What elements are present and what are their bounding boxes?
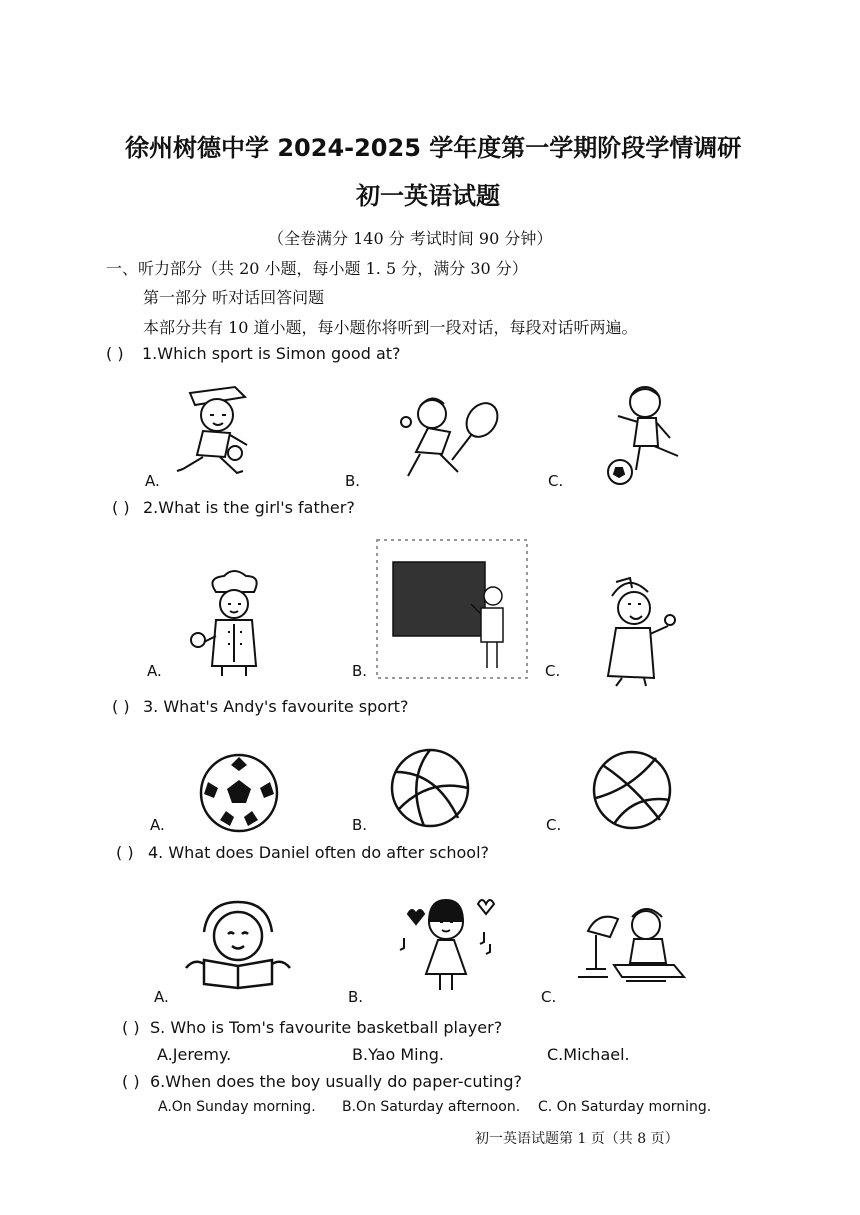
football-player-icon <box>600 380 690 490</box>
question-6-text: 6.When does the boy usually do paper-cuting? <box>150 1072 522 1091</box>
homework-boy-icon <box>574 903 692 993</box>
option-b-label: B. <box>352 662 368 680</box>
option-b-text: B.On Saturday afternoon. <box>342 1099 521 1115</box>
teacher-blackboard-icon <box>375 538 530 680</box>
part-title: 第一部分 听对话回答问题 <box>143 288 325 307</box>
exam-subtitle: 初一英语试题 <box>356 182 500 210</box>
answer-paren[interactable]: ( ) <box>122 1072 140 1091</box>
option-a-label: A. <box>145 472 160 490</box>
basketball-player-icon <box>175 385 255 485</box>
cook-icon <box>188 570 280 680</box>
answer-paren[interactable]: ( ) <box>116 843 134 862</box>
option-c-label: C. <box>548 472 564 490</box>
question-3-text: 3. What's Andy's favourite sport? <box>143 697 409 716</box>
singing-girl-icon <box>398 892 498 1000</box>
question-1-text: 1.Which sport is Simon good at? <box>142 344 401 363</box>
question-4-text: 4. What does Daniel often do after school? <box>148 843 490 862</box>
section-heading: 一、听力部分（共 20 小题，每小题 1. 5 分，满分 30 分） <box>106 259 528 278</box>
part-instruction: 本部分共有 10 道小题，每小题你将听到一段对话，每段对话听两遍。 <box>143 318 638 337</box>
answer-paren[interactable]: ( ) <box>106 344 124 363</box>
option-a-label: A. <box>147 662 162 680</box>
exam-title: 徐州树德中学 2024-2025 学年度第一学期阶段学情调研 <box>125 134 742 162</box>
basketball-icon <box>590 748 674 832</box>
option-a-label: A. <box>150 816 165 834</box>
option-c-text: C.Michael. <box>547 1045 630 1064</box>
exam-note: （全卷满分 140 分 考试时间 90 分钟） <box>268 229 553 248</box>
option-b-label: B. <box>348 988 364 1006</box>
question-2-text: 2.What is the girl's father? <box>143 498 355 517</box>
answer-paren[interactable]: ( ) <box>122 1018 140 1037</box>
football-icon <box>198 752 280 834</box>
page-footer: 初一英语试题第 1 页（共 8 页） <box>475 1131 679 1147</box>
option-b-label: B. <box>352 816 368 834</box>
question-5-text: S. Who is Tom's favourite basketball player? <box>150 1018 503 1037</box>
doctor-icon <box>598 574 678 689</box>
tennis-player-icon <box>400 392 505 487</box>
option-b-label: B. <box>345 472 361 490</box>
option-c-label: C. <box>541 988 557 1006</box>
option-a-text: A.On Sunday morning. <box>158 1099 316 1115</box>
volleyball-icon <box>388 746 472 830</box>
option-c-text: C. On Saturday morning. <box>538 1099 712 1115</box>
reading-boy-icon <box>182 898 292 988</box>
answer-paren[interactable]: ( ) <box>112 697 130 716</box>
option-c-label: C. <box>546 816 562 834</box>
option-a-label: A. <box>154 988 169 1006</box>
answer-paren[interactable]: ( ) <box>112 498 130 517</box>
option-a-text: A.Jeremy. <box>157 1045 232 1064</box>
option-c-label: C. <box>545 662 561 680</box>
option-b-text: B.Yao Ming. <box>352 1045 444 1064</box>
